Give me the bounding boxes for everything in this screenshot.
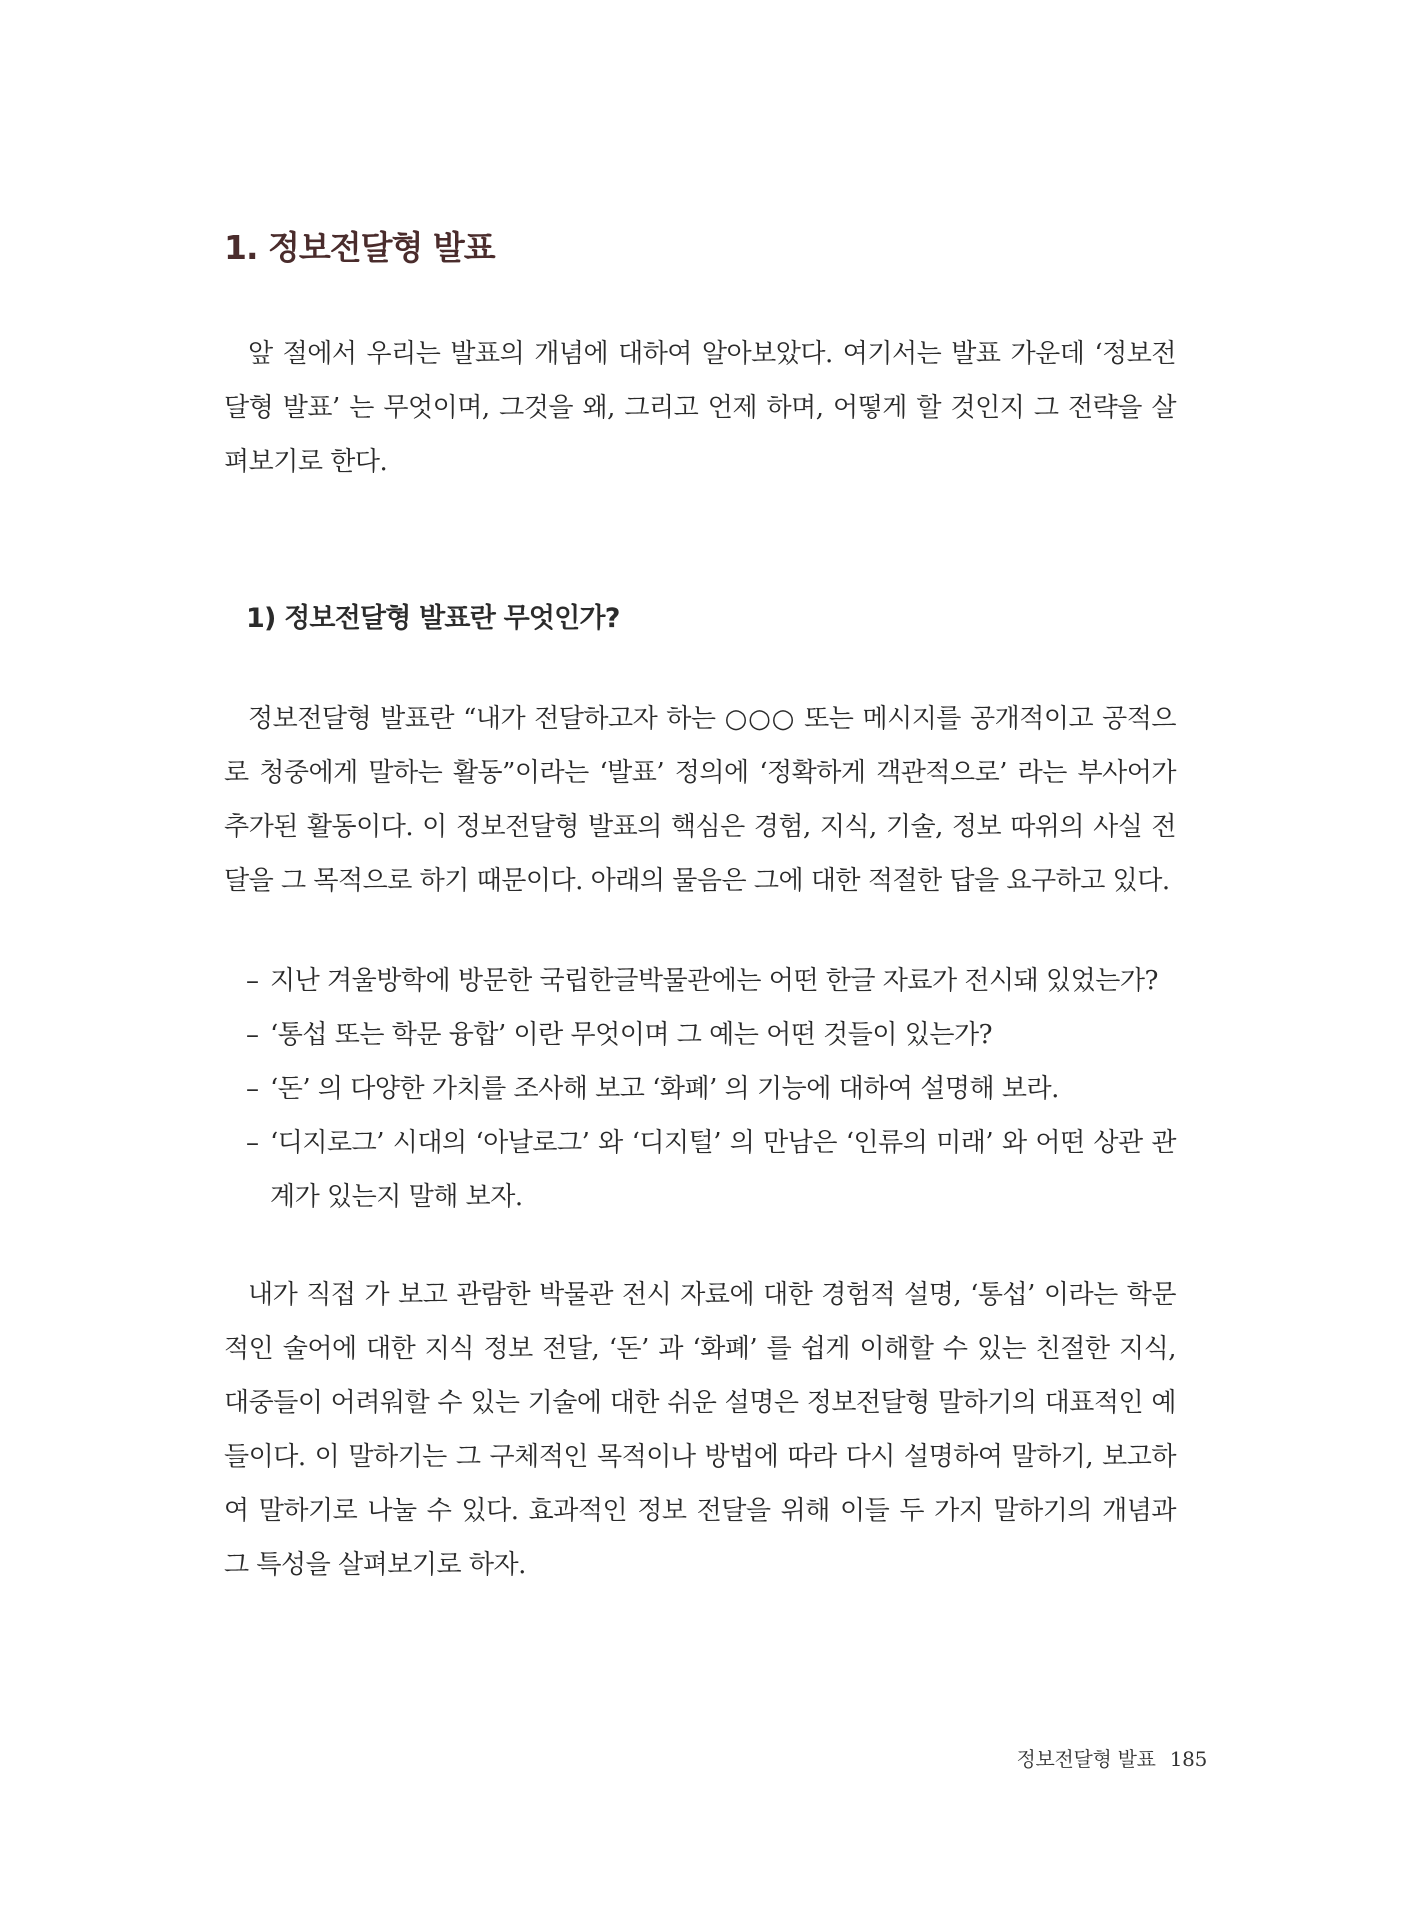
dash-bullet: – (246, 966, 259, 996)
running-title: 정보전달형 발표 (1016, 1747, 1156, 1771)
subsection-title: 1) 정보전달형 발표란 무엇인가? (246, 603, 620, 634)
question-text: ‘통섭 또는 학문 융합’ 이란 무엇이며 그 예는 어떤 것들이 있는가? (270, 1020, 993, 1050)
page-footer (1016, 1743, 1207, 1772)
question-item (246, 1116, 1176, 1224)
dash-bullet: – (246, 1020, 259, 1050)
question-text: 지난 겨울방학에 방문한 국립한글박물관에는 어떤 한글 자료가 전시돼 있었는가? (270, 966, 1158, 996)
question-item (246, 1062, 1176, 1116)
question-item (246, 954, 1176, 1008)
dash-bullet: – (246, 1128, 259, 1158)
question-text: ‘디지로그’ 시대의 ‘아날로그’ 와 ‘디지털’ 의 만남은 ‘인류의 미래’ 와 어떤 상관 관계가 있는지 말해 보자. (270, 1128, 1176, 1212)
intro-paragraph: 앞 절에서 우리는 발표의 개념에 대하여 알아보았다. 여기서는 발표 가운데 ‘정보전달형 발표’ 는 무엇이며, 그것을 왜, 그리고 언제 하며, 어떻게 할 것인지 그 전략을 살펴보기로 한다. (224, 339, 1176, 477)
conclusion-paragraph: 내가 직접 가 보고 관람한 박물관 전시 자료에 대한 경험적 설명, ‘통섭’ 이라는 학문적인 술어에 대한 지식 정보 전달, ‘돈’ 과 ‘화폐’ 를 쉽게 이해할 수 있는 친절한 지식, 대중들이 어려워할 수 있는 기술에 대한 쉬운 설명은 정보전달형 말하기의 대표적인 예들이다. 이 말하기는 그 구체적인 목적이나 방법에 따라 다시 설명하여 말하기, 보고하여 말하기로 나눌 수 있다. 효과적인 정보 전달을 위해 이들 두 가지 말하기의 개념과 그 특성을 살펴보기로 하자. (224, 1280, 1176, 1580)
question-list (246, 954, 1176, 1224)
definition-paragraph: 정보전달형 발표란 “내가 전달하고자 하는 ○○○ 또는 메시지를 공개적이고 공적으로 청중에게 말하는 활동”이라는 ‘발표’ 정의에 ‘정확하게 객관적으로’ 라는 부사어가 추가된 활동이다. 이 정보전달형 발표의 핵심은 경험, 지식, 기술, 정보 따위의 사실 전달을 그 목적으로 하기 때문이다. 아래의 물음은 그에 대한 적절한 답을 요구하고 있다. (224, 704, 1176, 896)
page-number: 185 (1169, 1747, 1207, 1771)
section-title: 1. 정보전달형 발표 (224, 228, 495, 267)
question-item (246, 1008, 1176, 1062)
question-text: ‘돈’ 의 다양한 가치를 조사해 보고 ‘화폐’ 의 기능에 대하여 설명해 보라. (270, 1074, 1059, 1104)
dash-bullet: – (246, 1074, 259, 1104)
